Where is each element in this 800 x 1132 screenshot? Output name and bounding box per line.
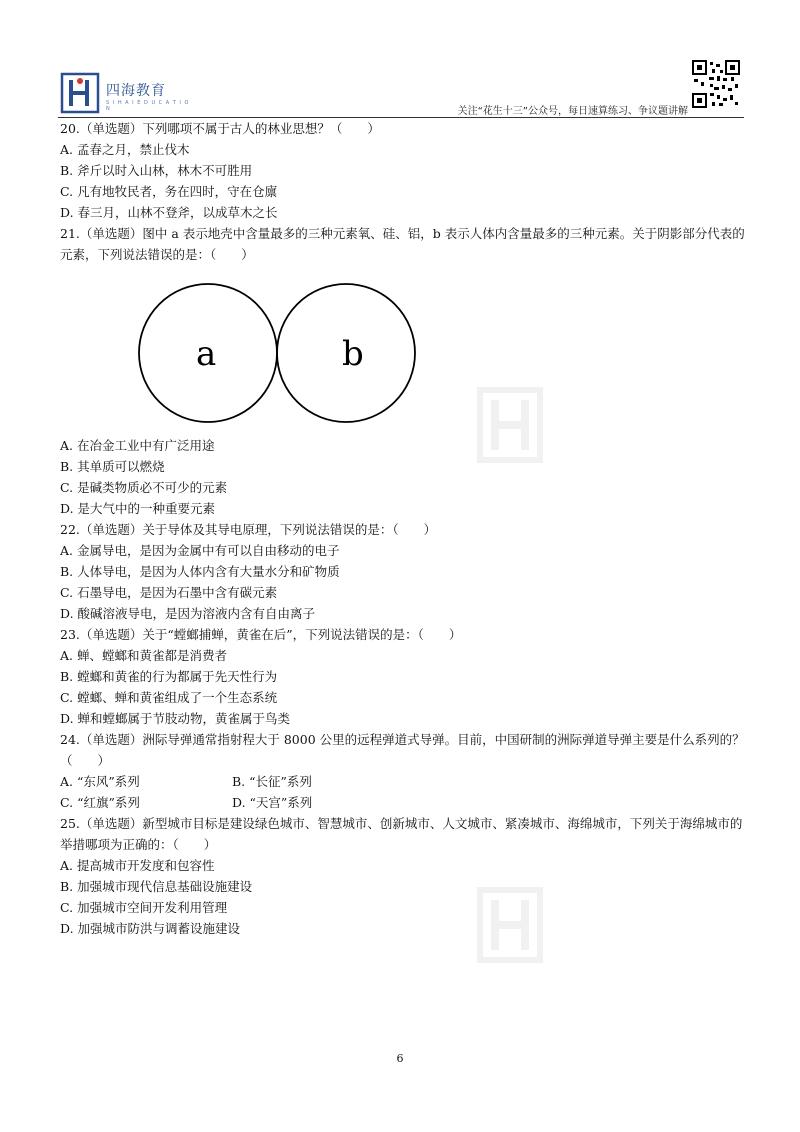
- question-21: [60, 223, 750, 519]
- option-row: [60, 771, 750, 792]
- option-b: B. “长征”系列: [232, 774, 312, 789]
- option-a: A. 在冶金工业中有广泛用途: [60, 438, 215, 453]
- option-a: A. 孟春之月，禁止伐木: [60, 142, 190, 157]
- header-note: 关注“花生十三”公众号，每日速算练习、争议题讲解: [457, 106, 688, 117]
- option-d: D. 是大气中的一种重要元素: [60, 501, 216, 516]
- option-d: D. 春三月，山林不登斧，以成草木之长: [60, 205, 278, 220]
- option-c: C. “红旗”系列: [60, 795, 140, 810]
- question-stem: 21.（单选题）图中 a 表示地壳中含量最多的三种元素氧、硅、铝，b 表示人体内含量最多的三种元素。关于阴影部分代表的元素，下列说法错误的是：（ ）: [60, 226, 745, 262]
- option-d: D. 加强城市防洪与调蓄设施建设: [60, 921, 241, 936]
- logo-text: 四海教育: [106, 83, 166, 99]
- option-c: C. 是碱类物质必不可少的元素: [60, 480, 228, 495]
- option-b: B. 螳螂和黄雀的行为都属于先天性行为: [60, 669, 278, 684]
- option-a: A. 提高城市开发度和包容性: [60, 858, 215, 873]
- page-header: [58, 62, 744, 116]
- question-stem: 20.（单选题）下列哪项不属于古人的林业思想？（ ）: [60, 121, 380, 136]
- option-b: B. 斧斤以时入山林，林木不可胜用: [60, 163, 253, 178]
- page-number: 6: [396, 1052, 404, 1065]
- option-d: D. “天宫”系列: [232, 795, 313, 810]
- option-row: [60, 792, 750, 813]
- option-c: C. 石墨导电，是因为石墨中含有碳元素: [60, 585, 278, 600]
- logo-mark-icon: [60, 72, 100, 114]
- question-23: [60, 624, 750, 729]
- qr-code-icon: [692, 60, 740, 108]
- venn-label-a: a: [196, 334, 217, 374]
- question-24: [60, 729, 750, 813]
- question-stem: 22.（单选题）关于导体及其导电原理，下列说法错误的是：（ ）: [60, 522, 437, 537]
- logo-subtext: S I H A I E D U C A T I O N: [106, 100, 190, 112]
- question-25: [60, 813, 750, 939]
- option-a: A. 金属导电，是因为金属中有可以自由移动的电子: [60, 543, 340, 558]
- venn-diagram-figure: [138, 273, 418, 433]
- venn-label-b: b: [342, 334, 364, 374]
- question-list: [60, 118, 750, 939]
- option-b: B. 其单质可以燃烧: [60, 459, 165, 474]
- option-d: D. 酸碱溶液导电，是因为溶液内含有自由离子: [60, 606, 316, 621]
- option-c: C. 加强城市空间开发利用管理: [60, 900, 228, 915]
- venn-diagram: [60, 265, 750, 435]
- question-20: [60, 118, 750, 223]
- option-c: C. 凡有地牧民者，务在四时，守在仓廪: [60, 184, 278, 199]
- brand-logo: [60, 72, 190, 116]
- option-d: D. 蝉和螳螂属于节肢动物，黄雀属于鸟类: [60, 711, 291, 726]
- question-22: [60, 519, 750, 624]
- question-stem: 23.（单选题）关于“螳螂捕蝉，黄雀在后”，下列说法错误的是：（ ）: [60, 627, 462, 642]
- question-stem: 24.（单选题）洲际导弹通常指射程大于 8000 公里的远程弹道式导弹。目前，中国研制的洲际弹道导弹主要是什么系列的？（ ）: [60, 732, 745, 768]
- option-b: B. 人体导电，是因为人体内含有大量水分和矿物质: [60, 564, 340, 579]
- option-a: A. “东风”系列: [60, 774, 140, 789]
- option-b: B. 加强城市现代信息基础设施建设: [60, 879, 253, 894]
- option-a: A. 蝉、螳螂和黄雀都是消费者: [60, 648, 227, 663]
- question-stem: 25.（单选题）新型城市目标是建设绿色城市、智慧城市、创新城市、人文城市、紧凑城市、海绵城市，下列关于海绵城市的举措哪项为正确的：（ ）: [60, 816, 743, 852]
- option-c: C. 螳螂、蝉和黄雀组成了一个生态系统: [60, 690, 278, 705]
